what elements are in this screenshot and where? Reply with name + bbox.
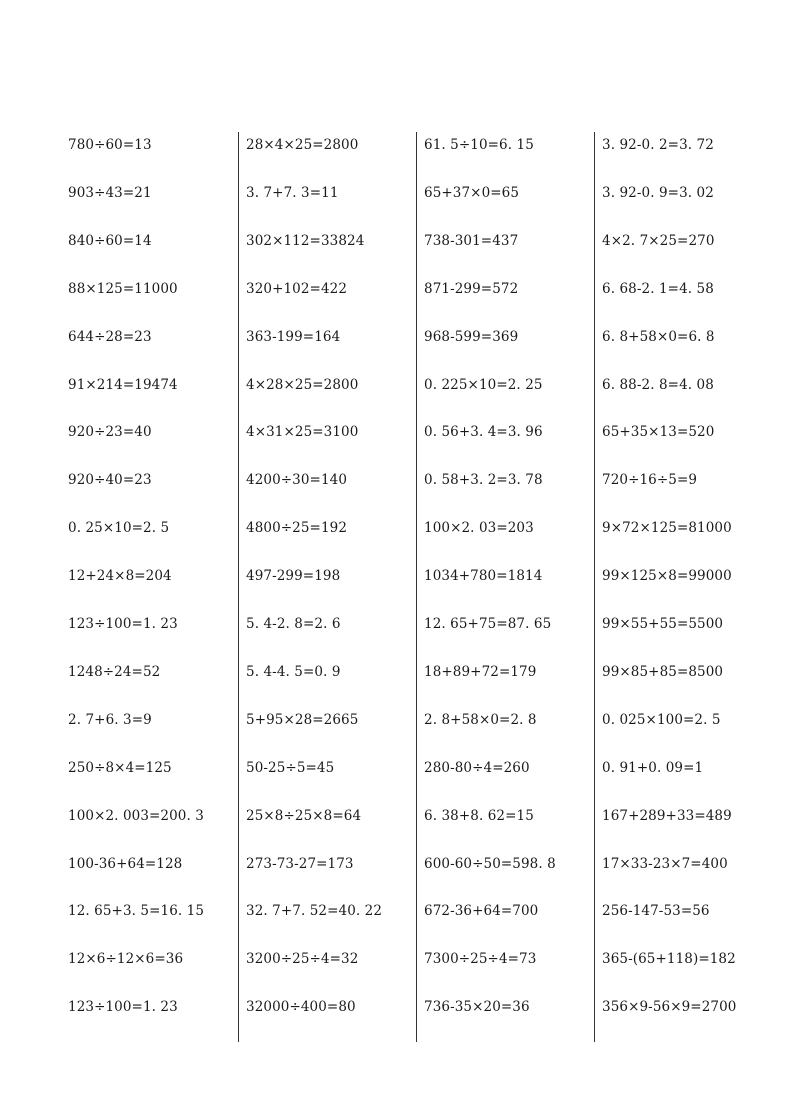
- equation-item: 7300÷25÷4=73: [424, 951, 537, 968]
- equation-item: 0. 025×100=2. 5: [602, 711, 721, 728]
- equation-item: 100-36+64=128: [68, 855, 183, 872]
- equation-item: 5. 4-2. 8=2. 6: [246, 616, 341, 632]
- equation-column-3: [416, 132, 595, 1042]
- equation-item: 91×214=19474: [68, 376, 178, 393]
- equation-item: 0. 56+3. 4=3. 96: [424, 424, 543, 441]
- equation-item: 5. 4-4. 5=0. 9: [246, 663, 341, 680]
- equation-item: 18+89+72=179: [424, 663, 537, 680]
- equation-item: 167+289+33=489: [602, 807, 732, 824]
- equation-item: 6. 8+58×0=6. 8: [602, 328, 715, 345]
- equation-item: 273-73-27=173: [246, 855, 354, 872]
- equation-item: 99×125×8=99000: [602, 568, 732, 585]
- equation-item: 0. 91+0. 09=1: [602, 759, 704, 776]
- equation-item: 497-299=198: [246, 568, 341, 585]
- equation-item: 4×31×25=3100: [246, 424, 359, 441]
- equation-item: 12+24×8=204: [68, 568, 172, 585]
- equation-item: 6. 88-2. 8=4. 08: [602, 376, 714, 393]
- equation-column-1: [60, 132, 238, 1042]
- equation-item: 736-35×20=36: [424, 999, 530, 1016]
- equation-item: 3. 92-0. 2=3. 72: [602, 137, 714, 153]
- equation-item: 99×85+85=8500: [602, 663, 724, 680]
- equation-item: 3. 7+7. 3=11: [246, 184, 339, 201]
- equation-item: 4800÷25=192: [246, 520, 348, 537]
- equation-item: 920÷23=40: [68, 424, 152, 441]
- equation-item: 968-599=369: [424, 328, 519, 345]
- equation-item: 302×112=33824: [246, 232, 365, 249]
- equation-column-4: [594, 132, 773, 1042]
- equation-item: 123÷100=1. 23: [68, 999, 178, 1016]
- equation-item: 12×6÷12×6=36: [68, 951, 184, 968]
- equation-item: 1034+780=1814: [424, 568, 543, 585]
- equation-item: 903÷43=21: [68, 184, 152, 201]
- equation-item: 672-36+64=700: [424, 903, 539, 920]
- equation-item: 17×33-23×7=400: [602, 855, 728, 872]
- equation-item: 738-301=437: [424, 232, 519, 249]
- equation-item: 644÷28=23: [68, 328, 152, 345]
- equation-item: 600-60÷50=598. 8: [424, 855, 556, 872]
- equation-item: 920÷40=23: [68, 472, 152, 489]
- equation-item: 6. 68-2. 1=4. 58: [602, 280, 714, 297]
- equation-item: 0. 58+3. 2=3. 78: [424, 472, 543, 489]
- equation-item: 50-25÷5=45: [246, 759, 335, 776]
- equation-item: 4×2. 7×25=270: [602, 232, 715, 249]
- equation-item: 365-(65+118)=182: [602, 951, 736, 968]
- equation-item: 2. 7+6. 3=9: [68, 711, 152, 728]
- equation-item: 780÷60=13: [68, 137, 152, 153]
- equation-item: 356×9-56×9=2700: [602, 999, 737, 1016]
- equation-item: 9×72×125=81000: [602, 520, 732, 537]
- equation-item: 280-80÷4=260: [424, 759, 530, 776]
- equation-item: 6. 38+8. 62=15: [424, 807, 534, 824]
- equation-item: 2. 8+58×0=2. 8: [424, 711, 537, 728]
- equation-item: 3200÷25÷4=32: [246, 951, 359, 968]
- equation-item: 25×8÷25×8=64: [246, 807, 362, 824]
- equation-item: 65+37×0=65: [424, 184, 520, 201]
- equation-item: 99×55+55=5500: [602, 616, 724, 632]
- equation-item: 12. 65+3. 5=16. 15: [68, 903, 205, 920]
- equation-item: 3. 92-0. 9=3. 02: [602, 184, 714, 201]
- equation-item: 363-199=164: [246, 328, 341, 345]
- equation-item: 871-299=572: [424, 280, 519, 297]
- equation-item: 100×2. 03=203: [424, 520, 534, 537]
- equation-item: 840÷60=14: [68, 232, 152, 249]
- equation-item: 0. 25×10=2. 5: [68, 520, 170, 537]
- equation-column-2: [238, 132, 417, 1042]
- equation-item: 32. 7+7. 52=40. 22: [246, 903, 383, 920]
- equation-item: 320+102=422: [246, 280, 348, 297]
- equation-item: 256-147-53=56: [602, 903, 710, 920]
- equation-item: 32000÷400=80: [246, 999, 356, 1016]
- equation-item: 12. 65+75=87. 65: [424, 616, 552, 632]
- equation-item: 720÷16÷5=9: [602, 472, 698, 489]
- equation-item: 1248÷24=52: [68, 663, 161, 680]
- equation-item: 0. 225×10=2. 25: [424, 376, 543, 393]
- equation-item: 88×125=11000: [68, 280, 178, 297]
- equation-item: 4200÷30=140: [246, 472, 348, 489]
- equation-item: 28×4×25=2800: [246, 137, 359, 153]
- equation-item: 61. 5÷10=6. 15: [424, 137, 534, 153]
- equation-item: 250÷8×4=125: [68, 759, 172, 776]
- equation-item: 5+95×28=2665: [246, 711, 359, 728]
- equation-item: 4×28×25=2800: [246, 376, 359, 393]
- equation-item: 123÷100=1. 23: [68, 616, 178, 632]
- equation-item: 65+35×13=520: [602, 424, 715, 441]
- equation-item: 100×2. 003=200. 3: [68, 807, 204, 824]
